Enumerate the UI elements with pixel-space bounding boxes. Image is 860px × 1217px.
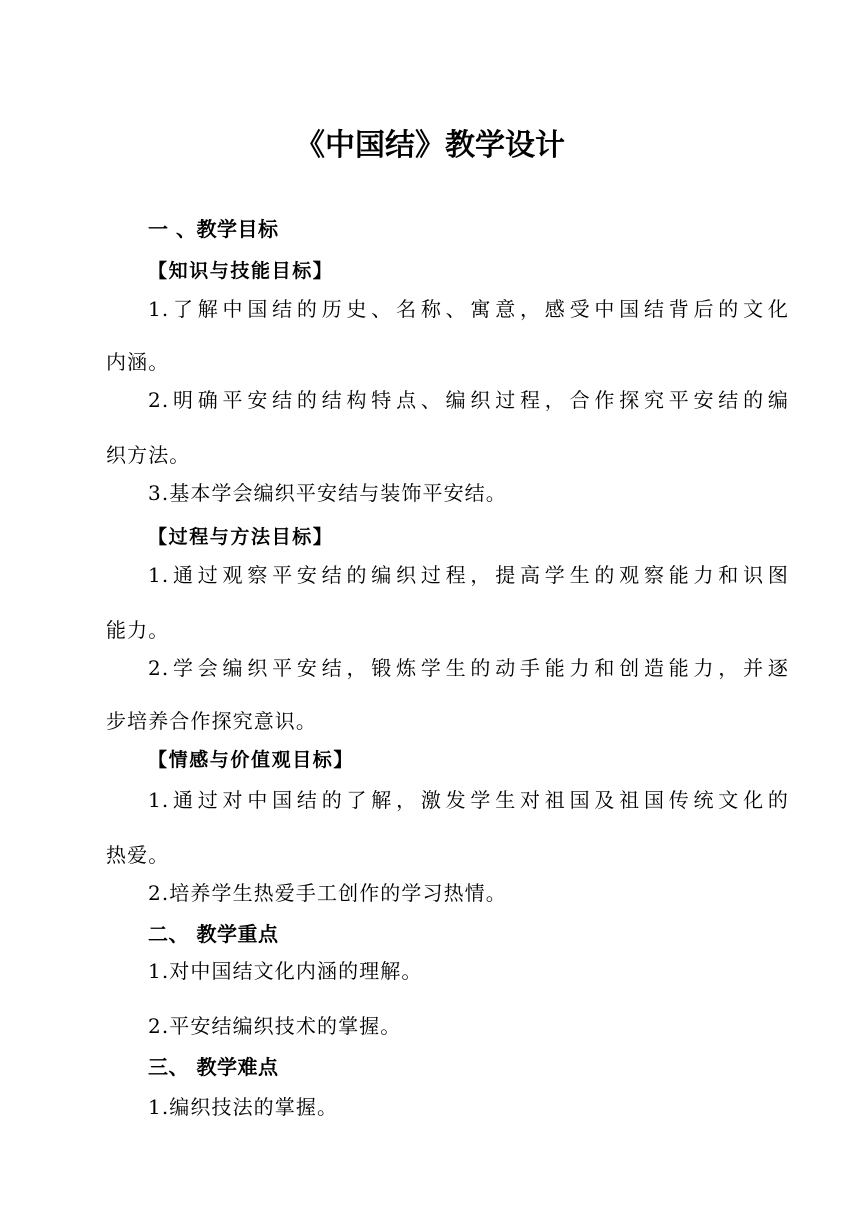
paragraph-line: 热爱。 bbox=[106, 843, 170, 867]
subheading-emotion-values: 【情感与价值观目标】 bbox=[148, 749, 355, 771]
paragraph-line: 能力。 bbox=[106, 618, 170, 642]
subheading-process-methods: 【过程与方法目标】 bbox=[148, 526, 334, 548]
paragraph-line: 3.基本学会编织平安结与装饰平安结。 bbox=[148, 481, 507, 505]
paragraph-line: 1.了解中国结的历史、名称、寓意，感受中国结背后的文化 bbox=[148, 297, 789, 321]
paragraph-line: 2.平安结编织技术的掌握。 bbox=[148, 1014, 402, 1038]
paragraph-line: 1.通过观察平安结的编织过程，提高学生的观察能力和识图 bbox=[148, 563, 789, 587]
paragraph-line: 2.明确平安结的结构特点、编织过程，合作探究平安结的编 bbox=[148, 388, 789, 412]
paragraph-line: 2.学会编织平安结，锻炼学生的动手能力和创造能力，并逐 bbox=[148, 656, 789, 680]
paragraph-line: 内涵。 bbox=[106, 350, 170, 374]
paragraph-line: 2.培养学生热爱手工创作的学习热情。 bbox=[148, 881, 507, 905]
paragraph-line: 步培养合作探究意识。 bbox=[106, 709, 317, 733]
paragraph-line: 1.通过对中国结的了解，激发学生对祖国及祖国传统文化的 bbox=[148, 788, 789, 812]
document-title: 《中国结》教学设计 bbox=[295, 128, 565, 163]
paragraph-line: 织方法。 bbox=[106, 443, 191, 467]
paragraph-line: 1.对中国结文化内涵的理解。 bbox=[148, 959, 423, 983]
subheading-knowledge-skills: 【知识与技能目标】 bbox=[148, 260, 334, 282]
section-heading-objectives: 一 、教学目标 bbox=[148, 217, 279, 241]
section-heading-difficulties: 三、 教学难点 bbox=[148, 1055, 279, 1079]
section-heading-key-points: 二、 教学重点 bbox=[148, 922, 279, 946]
paragraph-line: 1.编织技法的掌握。 bbox=[148, 1095, 339, 1119]
